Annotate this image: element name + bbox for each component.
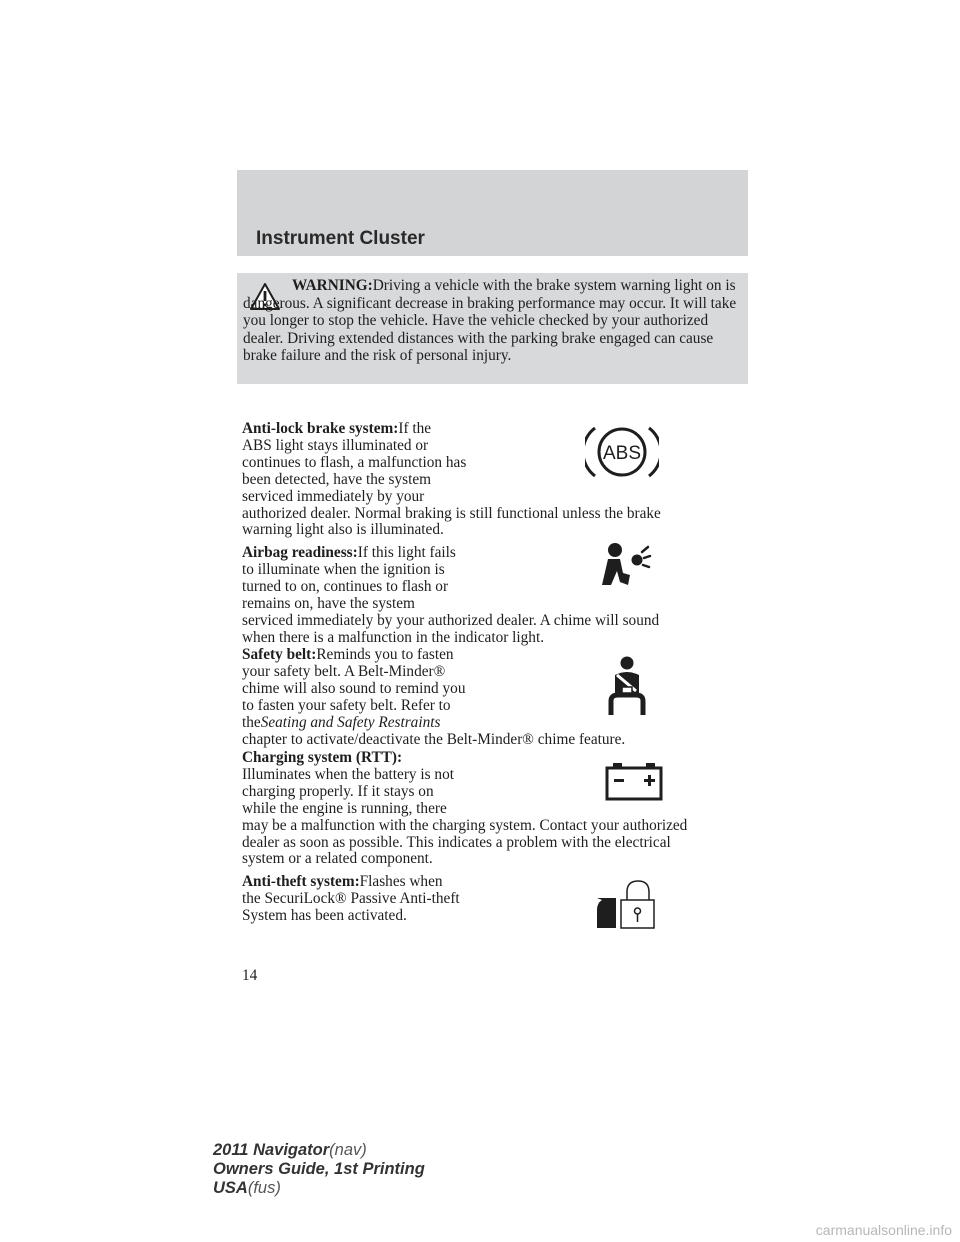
airbag-title: Airbag readiness: — [242, 544, 358, 561]
section-title: Instrument Cluster — [256, 228, 425, 249]
charging-line-2: while the engine is running, there — [242, 799, 447, 817]
footer-region: USA — [213, 1179, 248, 1197]
belt-chapter-reference: Seating and Safety Restraints — [260, 713, 441, 731]
battery-icon — [605, 761, 663, 801]
airbag-line-0: If this light fails — [357, 544, 456, 561]
belt-line-0: Reminds you to fasten — [316, 646, 454, 663]
footer-edition: Owners Guide, 1st Printing — [213, 1160, 425, 1178]
warning-body: Driving a vehicle with the brake system warning light on is dangerous. A significant decrease in braking performance may occur. It will take you longer to stop the vehicle. Have the vehicle checked by your authorized dealer. Driving extended distances with the parking brake engaged can cause brake failure and the risk of personal injury. — [243, 277, 737, 365]
airbag-line-4: serviced immediately by your authorized dealer. A chime will sound — [242, 611, 660, 629]
warning-text — [243, 277, 741, 365]
charging-line-5: system or a related component. — [242, 850, 433, 868]
warning-box — [237, 273, 748, 384]
charging-system-section — [242, 750, 762, 868]
antitheft-title: Anti-theft system: — [242, 873, 360, 890]
footer-model-code: (nav) — [329, 1141, 367, 1159]
abs-line-5: authorized dealer. Normal braking is still functional unless the brake — [242, 504, 661, 522]
airbag-line-5: when there is a malfunction in the indicator light. — [242, 628, 545, 646]
charging-title: Charging system (RTT): — [242, 749, 403, 766]
footer-model: 2011 Navigator — [213, 1141, 330, 1159]
safety-belt-section — [242, 647, 762, 748]
abs-title: Anti-lock brake system: — [242, 420, 399, 437]
airbag-section — [242, 545, 762, 646]
charging-line-4: dealer as soon as possible. This indicates a problem with the electrical — [242, 833, 671, 851]
page-number: 14 — [242, 967, 258, 984]
abs-line-4: serviced immediately by your — [242, 487, 425, 505]
warning-label: WARNING: — [292, 277, 373, 294]
seat-belt-icon — [605, 655, 649, 717]
antitheft-line-0: Flashes when — [359, 873, 443, 890]
footer-region-code: (fus) — [247, 1179, 281, 1197]
airbag-line-1: to illuminate when the ignition is — [242, 560, 445, 578]
belt-line-4: the — [242, 713, 261, 731]
antitheft-line-1: the SecuriLock® Passive Anti-theft — [242, 889, 460, 907]
airbag-line-2: turned to on, continues to flash or — [242, 577, 449, 595]
abs-line-6: warning light also is illuminated. — [242, 521, 444, 539]
belt-title: Safety belt: — [242, 646, 317, 663]
belt-line-3: to fasten your safety belt. Refer to — [242, 696, 451, 714]
anti-theft-section — [242, 874, 762, 925]
abs-line-3: been detected, have the system — [242, 470, 432, 488]
airbag-icon — [596, 541, 652, 591]
abs-line-0: If the — [398, 420, 432, 437]
abs-section — [242, 421, 762, 539]
watermark: carmanualsonline.info — [815, 1222, 952, 1238]
antitheft-line-2: System has been activated. — [242, 906, 407, 924]
airbag-line-3: remains on, have the system — [242, 594, 415, 612]
anti-theft-lock-icon — [594, 876, 656, 932]
belt-line-2: chime will also sound to remind you — [242, 679, 466, 697]
abs-icon-label: ABS — [602, 443, 642, 464]
abs-line-2: continues to flash, a malfunction has — [242, 453, 467, 471]
document-footer — [213, 1141, 425, 1198]
section-header-bar — [237, 170, 748, 256]
belt-line-5: chapter to activate/deactivate the Belt-Minder® chime feature. — [242, 730, 626, 748]
charging-line-1: charging properly. If it stays on — [242, 782, 434, 800]
abs-warning-icon — [585, 420, 659, 484]
charging-line-0: Illuminates when the battery is not — [242, 765, 454, 783]
charging-line-3: may be a malfunction with the charging system. Contact your authorized — [242, 816, 688, 834]
belt-line-1: your safety belt. A Belt-Minder® — [242, 662, 446, 680]
abs-line-1: ABS light stays illuminated or — [242, 436, 429, 454]
